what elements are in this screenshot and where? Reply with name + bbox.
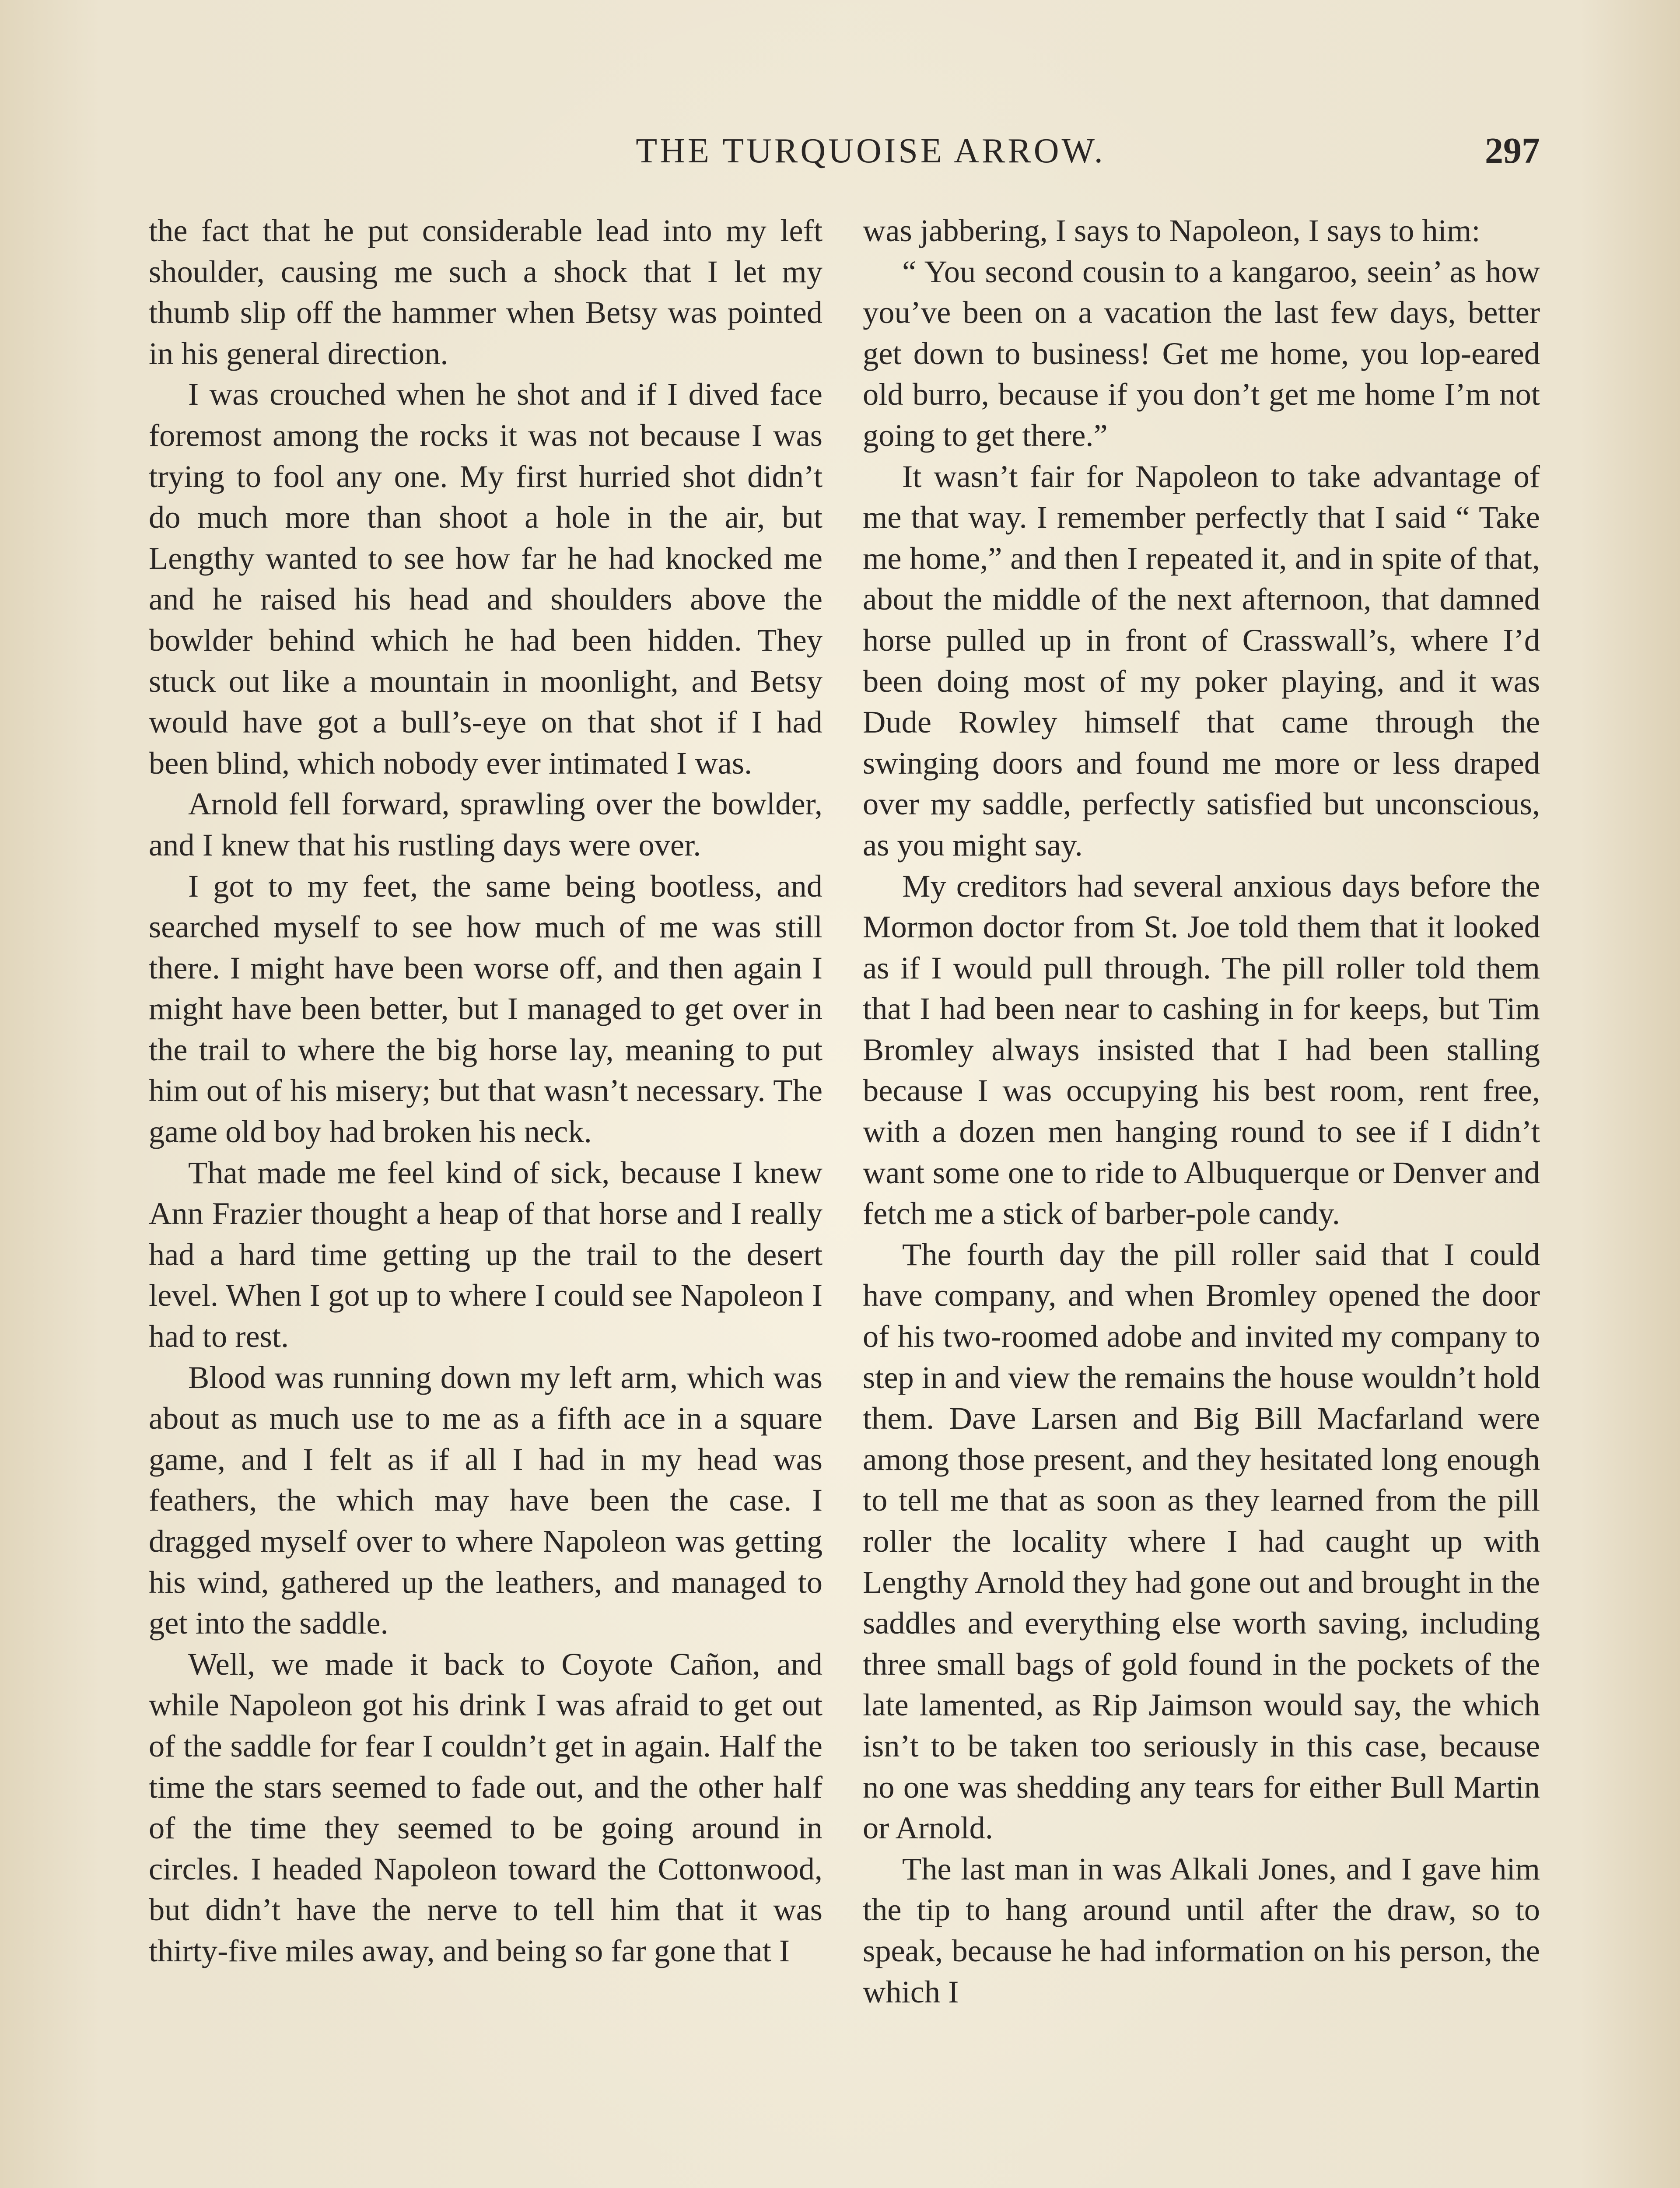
page-header: [149, 127, 1540, 175]
paragraph: was jabbering, I says to Napoleon, I says to him:: [863, 213, 1480, 248]
paragraph: the fact that he put considerable lead into my left shoulder, causing me such a shock that I let my thumb slip off the hammer when Betsy was pointed in his general direction.: [149, 213, 822, 371]
paragraph: The last man in was Alkali Jones, and I gave him the tip to hang around until after the draw, so to speak, because he had information on his person, the which I: [863, 1851, 1540, 2009]
page-number: 297: [1485, 130, 1540, 171]
paragraph: “ You second cousin to a kangaroo, seein’ as how you’ve been on a vacation the last few days, better get down to business! Get me home, you lop-eared old burro, because if you don’t get me home I’m not going to get there.”: [863, 253, 1540, 453]
paragraph: That made me feel kind of sick, because I knew Ann Frazier thought a heap of that horse and I really had a hard time getting up the trail to the desert level. When I got up to where I could see Napoleon I had to rest.: [149, 1154, 822, 1354]
paragraph: It wasn’t fair for Napoleon to take advantage of me that way. I remember perfectly that I said “ Take me home,” and then I repeated it, and in spite of that, about the middle of the next afternoon, that damned horse pulled up in front of Crasswall’s, where I’d been doing most of my poker playing, and it was Dude Rowley himself that came through the swinging doors and found me more or less draped over my saddle, perfectly satisfied but unconscious, as you might say.: [863, 458, 1540, 863]
text-column-right: [863, 210, 1540, 2012]
paragraph: Arnold fell forward, sprawling over the bowlder, and I knew that his rustling days were over.: [149, 786, 822, 863]
running-title: THE TURQUOISE ARROW.: [636, 132, 1106, 170]
paragraph: Blood was running down my left arm, which was about as much use to me as a fifth ace in a square game, and I felt as if all I had in my head was feathers, the which may have been the case. I dragged myself over to where Napoleon was getting his wind, gathered up the leathers, and managed to get into the saddle.: [149, 1359, 822, 1641]
paragraph: My creditors had several anxious days before the Mormon doctor from St. Joe told them that it looked as if I would pull through. The pill roller told them that I had been near to cashing in for keeps, but Tim Bromley always insisted that I had been stalling because I was occupying his best room, rent free, with a dozen men hanging round to see if I didn’t want some one to ride to Albuquerque or Denver and fetch me a stick of barber-pole candy.: [863, 868, 1540, 1231]
text-column-left: [149, 210, 822, 1971]
paragraph: The fourth day the pill roller said that I could have company, and when Bromley opened the door of his two-roomed adobe and invited my company to step in and view the remains the house wouldn’t hold them. Dave Larsen and Big Bill Macfarland were among those present, and they hesitated long enough to tell me that as soon as they learned from the pill roller the locality where I had caught up with Lengthy Arnold they had gone out and brought in the saddles and everything else worth saving, including three small bags of gold found in the pockets of the late lamented, as Rip Jaimson would say, the which isn’t to be taken too seriously in this case, because no one was shedding any tears for either Bull Martin or Arnold.: [863, 1236, 1540, 1846]
paragraph: I was crouched when he shot and if I dived face foremost among the rocks it was not because I was trying to fool any one. My first hurried shot didn’t do much more than shoot a hole in the air, but Lengthy wanted to see how far he had knocked me and he raised his head and shoulders above the bowlder behind which he had been hidden. They stuck out like a mountain in moonlight, and Betsy would have got a bull’s-eye on that shot if I had been blind, which nobody ever intimated I was.: [149, 376, 822, 781]
paragraph: Well, we made it back to Coyote Cañon, and while Napoleon got his drink I was afraid to get out of the saddle for fear I couldn’t get in again. Half the time the stars seemed to fade out, and the other half of the time they seemed to be going around in circles. I headed Napoleon toward the Cottonwood, but didn’t have the nerve to tell him that it was thirty-five miles away, and being so far gone that I: [149, 1646, 822, 1968]
paragraph: I got to my feet, the same being bootless, and searched myself to see how much of me was still there. I might have been worse off, and then again I might have been better, but I managed to get over in the trail to where the big horse lay, meaning to put him out of his misery; but that wasn’t necessary. The game old boy had broken his neck.: [149, 868, 822, 1150]
